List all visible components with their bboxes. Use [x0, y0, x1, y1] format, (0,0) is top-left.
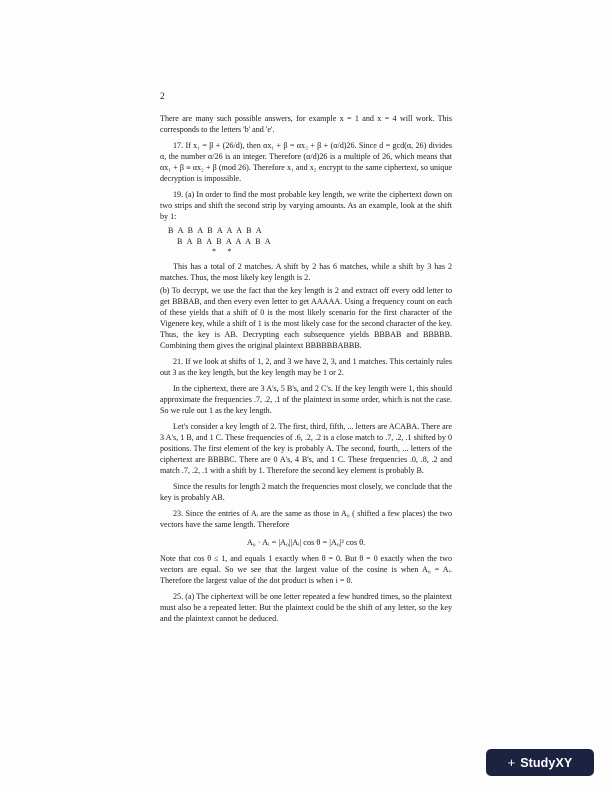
paragraph-intro: There are many such possible answers, for example x = 1 and x = 4 will work. This corresponds to the letters 'b' and 'e'. — [160, 114, 452, 135]
paragraph-problem-23-continued: Note that cos θ ≤ 1, and equals 1 exactly when θ = 0. But θ = 0 exactly when the two vectors are equal. So we see that the largest value of the cosine is when A₀ = Aᵢ. Therefore the largest value of the dot product is when i = 0. — [160, 553, 452, 585]
paragraph-problem-19a: 19. (a) In order to find the most probable key length, we write the ciphertext down on two strips and shift the second strip by varying amounts. As an example, look at the shift by 1: — [160, 189, 452, 222]
paragraph-problem-21-conclusion: Since the results for length 2 match the frequencies most closely, we conclude that the key is probably AB. — [160, 482, 452, 503]
cipher-strip-row-1: B A B A B A A A B A — [168, 226, 262, 236]
page-number: 2 — [160, 92, 165, 102]
paragraph-problem-21: 21. If we look at shifts of 1, 2, and 3 we have 2, 3, and 1 matches. This certainly rules out 3 as the key length, but the key length may be 1 or 2. — [160, 356, 452, 378]
cipher-strip-row-2: B A B A B A A A B A — [177, 236, 271, 246]
paragraph-problem-21-frequencies: In the ciphertext, there are 3 A's, 5 B's, and 2 C's. If the key length were 1, this should approximate the frequencies .7, .2, .1 of the plaintext in some order, which is not the case. So we rule out 1 as the key length. — [160, 383, 452, 416]
paragraph-problem-23: 23. Since the entries of Aᵢ are the same as those in A₀ ( shifted a few places) the two vectors have the same length. Therefore — [160, 508, 452, 530]
paragraph-problem-21-keylength-2: Let's consider a key length of 2. The first, third, fifth, ... letters are ACABA. There are 3 A's, 1 B, and 1 C. These frequencies of .6, .2, .2 is a close match to .7, .2, .1 shifted by 0 positions. The first element of the key is probably A. The second, fourth, ... letters of the ciphertext are BBBBC. There are 0 A's, 4 B's, and 1 C. These frequencies .0, .8, .2 and match .7, .2, .1 with a shift by 1. Therefore the second key element is probably B. — [160, 421, 452, 476]
cipher-strips — [160, 222, 452, 256]
equation-dot-product: A₀ · Aᵢ = |A₀||Aᵢ| cos θ = |A₀|² cos θ. — [246, 538, 366, 548]
studyxy-watermark[interactable] — [486, 749, 594, 776]
watermark-label: StudyXY — [520, 755, 573, 770]
paragraph-problem-19b: (b) To decrypt, we use the fact that the key length is 2 and extract off every odd letter to get BBBAB, and then every even letter to get AAAAA. Using a frequency count on each of these yields that a shift of 0 is the most likely scenario for the first character of the Vigenere key, while a shift of 1 is the most likely case for the second character of the key. Thus, the key is AB. Decrypting each subsequence yields BBBAB and BBBBB. Combining them gives the original plaintext BBBBBBABBB. — [160, 285, 452, 351]
paragraph-problem-17: 17. If x₁ = β + (26/d), then αx₁ + β = αx₂ + β + (α/d)26. Since d = gcd(α, 26) divides α, the number α/26 is an integer. Therefore (α/d)26 is a multiple of 26, which means that αx₁ + β ≡ αx₂ + β (mod 26). Therefore x₁ and x₂ encrypt to the same ciphertext, so unique decryption is impossible. — [160, 140, 452, 184]
paragraph-problem-25a: 25. (a) The ciphertext will be one letter repeated a few hundred times, so the plaintext must also be a repeated letter. But the plaintext could be the shift of any letter, so the key and the plaintext cannot be deduced. — [160, 591, 452, 623]
document-body — [160, 112, 452, 624]
plus-icon: + — [507, 754, 516, 770]
cipher-strip-match-marks: * * — [212, 246, 232, 256]
paragraph-problem-19a-continued: This has a total of 2 matches. A shift by 2 has 6 matches, while a shift by 3 has 2 matches. Thus, the most likely key length is 2. — [160, 262, 452, 283]
